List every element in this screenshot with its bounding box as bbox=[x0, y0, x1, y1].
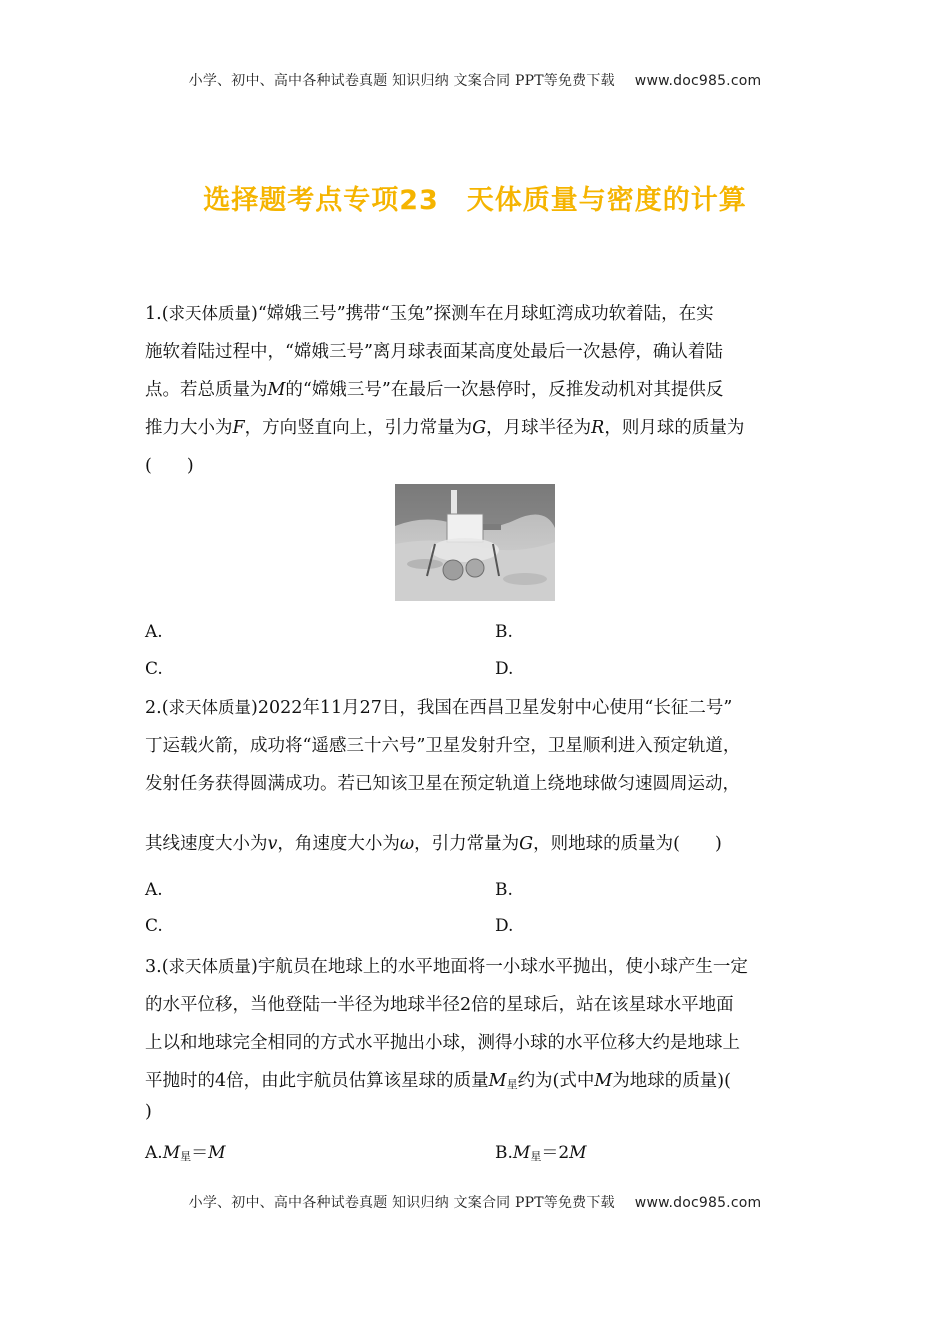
q2-line-2: 丁运载火箭，成功将“遥感三十六号”卫星发射升空，卫星顺利进入预定轨道， bbox=[145, 736, 741, 756]
footer-text: 小学、初中、高中各种试卷真题 知识归纳 文案合同 PPT等免费下载 bbox=[188, 1195, 615, 1211]
q3-line-1: 3.(求天体质量)宇航员在地球上的水平地面将一小球水平抛出，使小球产生一定 bbox=[145, 957, 748, 977]
q1-line-3: 点。若总质量为M的“嫦娥三号”在最后一次悬停时，反推发动机对其提供反 bbox=[145, 380, 724, 400]
q1-option-c[interactable]: C. bbox=[145, 659, 163, 679]
page-footer bbox=[0, 1192, 950, 1212]
q1-option-b[interactable]: B. bbox=[495, 622, 513, 642]
q2-tag: 求天体质量 bbox=[168, 698, 252, 717]
page-header bbox=[0, 70, 950, 90]
q1-option-a[interactable]: A. bbox=[145, 622, 163, 642]
q1-line-4: 推力大小为F，方向竖直向上，引力常量为G，月球半径为R，则月球的质量为 bbox=[145, 418, 745, 438]
q3-tag: 求天体质量 bbox=[168, 957, 252, 976]
q2-line-4: 其线速度大小为v，角速度大小为ω，引力常量为G，则地球的质量为( ) bbox=[145, 834, 722, 854]
q3-option-b[interactable]: $B.M_星=2M$ bbox=[495, 1143, 587, 1163]
q1-line-2: 施软着陆过程中，“嫦娥三号”离月球表面某高度处最后一次悬停，确认着陆 bbox=[145, 342, 723, 362]
header-text: 小学、初中、高中各种试卷真题 知识归纳 文案合同 PPT等免费下载 bbox=[188, 73, 615, 89]
q3-line-2: 的水平位移，当他登陆一半径为地球半径2倍的星球后，站在该星球水平地面 bbox=[145, 995, 734, 1015]
q2-option-c[interactable]: C. bbox=[145, 916, 163, 936]
q1-line-1: 1.(求天体质量)“嫦娥三号”携带“玉兔”探测车在月球虹湾成功软着陆，在实 bbox=[145, 304, 714, 324]
q3-line-5: ) bbox=[145, 1102, 152, 1122]
q3-line-4: 平抛时的4倍，由此宇航员估算该星球的质量$M_星$约为(式中M为地球的质量)( bbox=[145, 1071, 731, 1091]
page-title: 选择题考点专项23 天体质量与密度的计算 bbox=[203, 185, 747, 216]
q3-line-3: 上以和地球完全相同的方式水平抛出小球，测得小球的水平位移大约是地球上 bbox=[145, 1033, 740, 1053]
footer-site[interactable]: www.doc985.com bbox=[634, 1195, 762, 1211]
q1-line-5: ( ) bbox=[145, 456, 194, 476]
q2-line-1: 2.(求天体质量)2022年11月27日，我国在西昌卫星发射中心使用“长征二号” bbox=[145, 698, 733, 718]
q2-option-b[interactable]: B. bbox=[495, 880, 513, 900]
lunar-lander-image bbox=[395, 484, 555, 601]
q1-option-d[interactable]: D. bbox=[495, 659, 514, 679]
q2-option-d[interactable]: D. bbox=[495, 916, 514, 936]
q2-option-a[interactable]: A. bbox=[145, 880, 163, 900]
q1-tag: 求天体质量 bbox=[168, 304, 252, 323]
header-site[interactable]: www.doc985.com bbox=[634, 73, 762, 89]
q2-line-3: 发射任务获得圆满成功。若已知该卫星在预定轨道上绕地球做匀速圆周运动， bbox=[145, 774, 740, 794]
q3-option-a[interactable]: $A.M_星=M$ bbox=[145, 1143, 226, 1163]
